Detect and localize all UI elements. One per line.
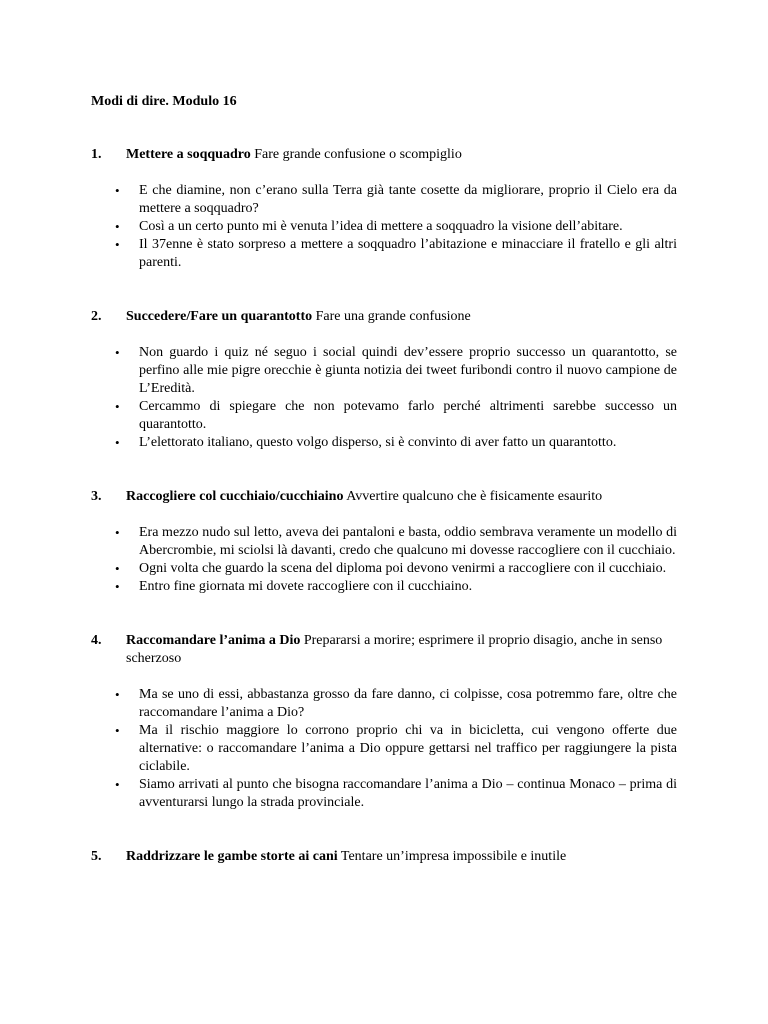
idiom-heading [91,308,677,326]
bullet-icon: • [115,219,120,234]
idiom-definition: Fare grande confusione o scompiglio [254,147,462,162]
example-text: Non guardo i quiz né seguo i social quindi dev’essere proprio successo un quarantotto, se perfino alle mie pigre orecchie è giunta notizia dei tweet furibondi contro il nuovo campione de L’Eredità. [139,345,677,396]
bullet-icon: • [115,687,120,702]
bullet-icon: • [115,561,120,576]
idiom-heading [91,848,677,866]
idiom-heading [91,632,677,668]
idiom-heading [91,488,677,506]
bullet-icon: • [115,525,120,540]
section-number: 1. [91,147,102,162]
bullet-icon: • [115,183,120,198]
idiom-heading [91,146,677,164]
example-item [91,236,677,272]
example-text: E che diamine, non c’erano sulla Terra già tante cosette da migliorare, proprio il Cielo era da mettere a soqquadro? [139,183,677,216]
example-item [91,524,677,560]
example-text: L’elettorato italiano, questo volgo disperso, si è convinto di aver fatto un quarantotto. [139,435,617,450]
example-text: Ogni volta che guardo la scena del diploma poi devono venirmi a raccogliere con il cucchiaio. [139,561,667,576]
bullet-icon: • [115,723,120,738]
section-number: 5. [91,849,102,864]
bullet-icon: • [115,579,120,594]
example-item [91,434,677,452]
example-list [91,524,677,596]
example-text: Era mezzo nudo sul letto, aveva dei pantaloni e basta, oddio sembrava veramente un modello di Abercrombie, mi sciolsi là davanti, credo che qualcuno mi dovesse raccogliere con il cucchiaio. [139,525,677,558]
example-text: Ma il rischio maggiore lo corrono proprio chi va in bicicletta, cui vengono offerte due alternative: o raccomandare l’anima a Dio oppure gettarsi nel traffico per raggiungere la pista ciclabile. [139,723,677,774]
example-item [91,722,677,776]
idiom-term: Raccomandare l’anima a Dio [126,633,301,648]
bullet-icon: • [115,435,120,450]
example-text: Il 37enne è stato sorpreso a mettere a soqquadro l’abitazione e minacciare il fratello e gli altri parenti. [139,237,677,270]
bullet-icon: • [115,237,120,252]
bullet-icon: • [115,777,120,792]
example-item [91,344,677,398]
idiom-definition: Prepararsi a morire; esprimere il proprio disagio, anche in senso scherzoso [126,633,663,666]
example-item [91,398,677,434]
section-number: 2. [91,309,102,324]
example-text: Siamo arrivati al punto che bisogna raccomandare l’anima a Dio – continua Monaco – prima di avventurarsi lungo la strada provinciale. [139,777,677,810]
idiom-section-4 [91,632,677,812]
idiom-section-3 [91,488,677,596]
idiom-term: Raddrizzare le gambe storte ai cani [126,849,338,864]
example-text: Cercammo di spiegare che non potevamo farlo perché altrimenti sarebbe successo un quarantotto. [139,399,677,432]
idiom-term: Raccogliere col cucchiaio/cucchiaino [126,489,344,504]
example-item [91,776,677,812]
idiom-term: Mettere a soqquadro [126,147,251,162]
document-title: Modi di dire. Modulo 16 [91,94,237,109]
section-number: 3. [91,489,102,504]
example-text: Ma se uno di essi, abbastanza grosso da fare danno, ci colpisse, cosa potremmo fare, oltre che raccomandare l’anima a Dio? [139,687,677,720]
document-page [91,93,677,902]
example-list [91,182,677,272]
example-item [91,182,677,218]
bullet-icon: • [115,399,120,414]
example-item [91,218,677,236]
idiom-term: Succedere/Fare un quarantotto [126,309,313,324]
example-item [91,578,677,596]
example-list [91,344,677,452]
example-list [91,686,677,812]
example-item [91,686,677,722]
example-text: Così a un certo punto mi è venuta l’idea di mettere a soqquadro la visione dell’abitare. [139,219,623,234]
bullet-icon: • [115,345,120,360]
idiom-section-1 [91,146,677,272]
idiom-section-2 [91,308,677,452]
example-item [91,560,677,578]
example-text: Entro fine giornata mi dovete raccogliere con il cucchiaino. [139,579,473,594]
idiom-definition: Avvertire qualcuno che è fisicamente esaurito [346,489,603,504]
idiom-definition: Tentare un’impresa impossibile e inutile [340,849,567,864]
idiom-definition: Fare una grande confusione [315,309,471,324]
section-number: 4. [91,633,102,648]
idiom-section-5 [91,848,677,866]
